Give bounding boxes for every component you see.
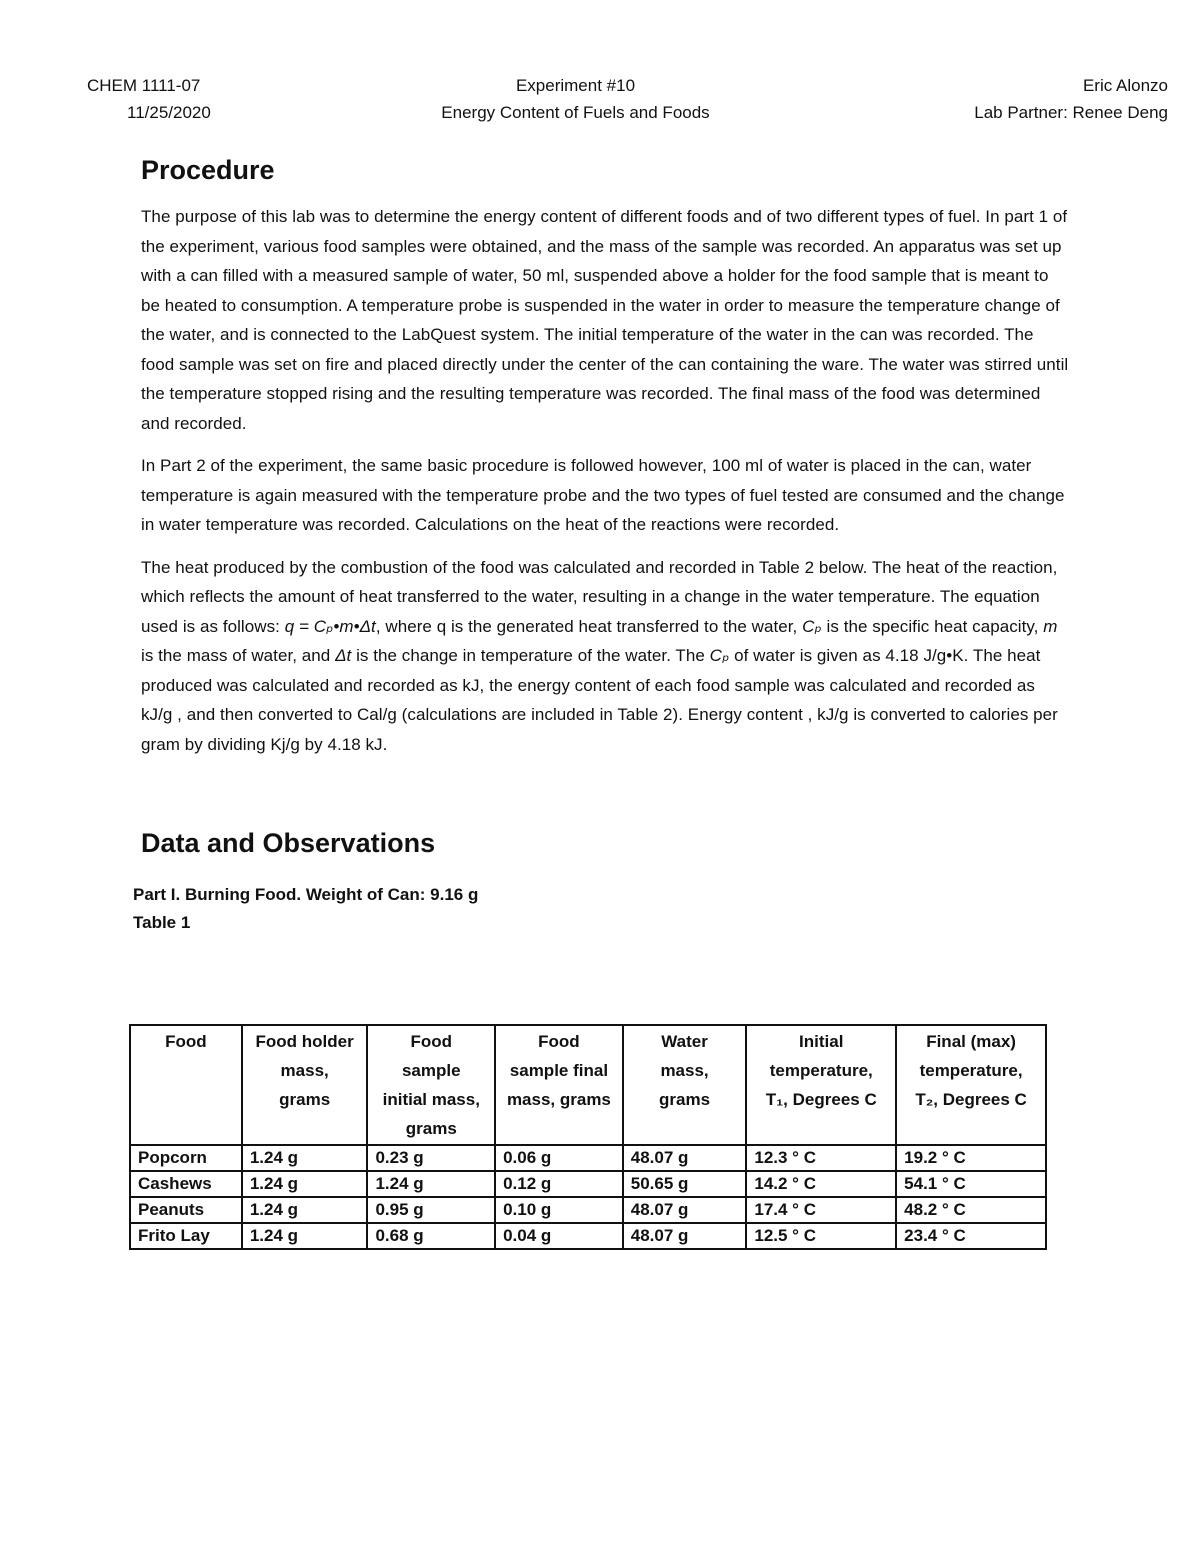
table-cell: 0.12 g [495, 1171, 623, 1197]
table-cell: 1.24 g [242, 1171, 368, 1197]
table-header-line: T₂, Degrees C [915, 1090, 1027, 1109]
table-header-cell [367, 1025, 495, 1145]
table-header-line: sample [401, 1061, 461, 1080]
table-header-line: temperature, [769, 1061, 873, 1080]
table-header-line: temperature, [919, 1061, 1023, 1080]
table-1-caption: Table 1 [133, 913, 191, 932]
table-cell: 48.07 g [623, 1197, 747, 1223]
table-cell: 0.23 g [367, 1145, 495, 1171]
procedure-paragraph-2: In Part 2 of the experiment, the same basic procedure is followed however, 100 ml of water is placed in the can, water temperature is again measured with the temperature probe and the two types of fuel tested are consumed and the change in water temperature was recorded. Calculations on the heat of the reactions were recorded. [141, 456, 1065, 534]
table-header-line: mass, grams [506, 1090, 611, 1109]
table-cell: 12.5 ° C [746, 1223, 896, 1249]
header-right [974, 72, 1168, 126]
table-cell: 50.65 g [623, 1171, 747, 1197]
table-header-cell [495, 1025, 623, 1145]
document-body [133, 150, 1071, 937]
procedure-paragraph-1: The purpose of this lab was to determine the energy content of different foods and of two different types of fuel. In part 1 of the experiment, various food samples were obtained, and the mass of the sample was recorded. An apparatus was set up with a can filled with a measured sample of water, 50 ml, suspended above a holder for the food sample that is meant to be heated to consumption. A temperature probe is suspended in the water in order to measure the temperature change of the water, and is connected to the LabQuest system. The initial temperature of the water in the can was recorded. The food sample was set on fire and placed directly under the center of the can containing the ware. The water was stirred until the temperature stopped rising and the resulting temperature was recorded. The final mass of the food was determined and recorded. [141, 207, 1069, 433]
report-date: 11/25/2020 [127, 103, 211, 122]
table-header-line: Food [165, 1032, 207, 1051]
table-header-cell [746, 1025, 896, 1145]
table-cell: 0.10 g [495, 1197, 623, 1223]
table-body [130, 1145, 1046, 1249]
table-header-line: Food [538, 1032, 580, 1051]
procedure-heading: Procedure [141, 155, 275, 185]
para-3-text-d: is the mass of water, and [141, 646, 336, 665]
para-3-text-c: is the specific heat capacity, [821, 616, 1044, 636]
table-header-cell [242, 1025, 368, 1145]
table-cell: 17.4 ° C [746, 1197, 896, 1223]
table-cell: 54.1 ° C [896, 1171, 1046, 1197]
procedure-paragraph-3 [141, 553, 1071, 760]
table-header-line: grams [279, 1090, 331, 1109]
table-cell: 1.24 g [367, 1171, 495, 1197]
cp-symbol-2: Cₚ [709, 646, 730, 665]
table-header-line: Final (max) [926, 1032, 1016, 1051]
course-code: CHEM 1111-07 [87, 76, 201, 95]
table-header-line: mass, [660, 1061, 709, 1080]
m-symbol: m [1043, 616, 1058, 636]
table-header-line: T₁, Degrees C [765, 1090, 877, 1109]
table-cell: 19.2 ° C [896, 1145, 1046, 1171]
table-header-row [130, 1025, 1046, 1145]
table-cell: 23.4 ° C [896, 1223, 1046, 1249]
table-header-line: Water [661, 1032, 708, 1051]
heat-equation: q = Cₚ•m•Δt [284, 616, 376, 636]
table-1 [129, 1024, 1047, 1250]
table-header-line: mass, [280, 1061, 329, 1080]
para-3-text-f: of water is given as 4.18 J/g•K. The heat produced was calculated and recorded as kJ, the energy content of each food sample was calculated and recorded as kJ/g , and then converted to Cal/g (calculations are included in Table 2). Energy content , kJ/g is converted to calories per gram by dividing Kj/g by 4.18 kJ. [141, 646, 1058, 754]
delta-t-symbol: Δt [335, 646, 352, 665]
table-row [130, 1223, 1046, 1249]
experiment-title: Energy Content of Fuels and Foods [441, 103, 710, 122]
table-cell: 12.3 ° C [746, 1145, 896, 1171]
para-3-text-e: is the change in temperature of the water. The [351, 646, 710, 665]
food-name-cell: Peanuts [130, 1197, 242, 1223]
table-header-line: grams [659, 1090, 711, 1109]
food-name-cell: Frito Lay [130, 1223, 242, 1249]
table-header-cell [896, 1025, 1046, 1145]
table-header-line: Food holder [255, 1032, 354, 1051]
para-3-text-b: , where q is the generated heat transferred to the water, [375, 616, 803, 636]
food-name-cell: Cashews [130, 1171, 242, 1197]
table-cell: 1.24 g [242, 1145, 368, 1171]
table-cell: 0.04 g [495, 1223, 623, 1249]
cp-symbol: Cₚ [802, 616, 822, 636]
table-cell: 48.07 g [623, 1223, 747, 1249]
table-cell: 0.95 g [367, 1197, 495, 1223]
author-name: Eric Alonzo [1082, 76, 1168, 95]
table-header-line: sample final [509, 1061, 609, 1080]
table-cell: 48.2 ° C [896, 1197, 1046, 1223]
table-header-line: grams [405, 1119, 457, 1138]
experiment-number: Experiment #10 [515, 76, 636, 95]
table-header-cell [623, 1025, 747, 1145]
table-header-line: Initial [799, 1032, 844, 1051]
table-row [130, 1171, 1046, 1197]
table-cell: 1.24 g [242, 1197, 368, 1223]
table-header-line: Food [410, 1032, 453, 1051]
part-1-title: Part I. Burning Food. Weight of Can: 9.16 g [133, 885, 479, 904]
table-cell: 0.06 g [495, 1145, 623, 1171]
table-cell: 48.07 g [623, 1145, 747, 1171]
table-row [130, 1197, 1046, 1223]
table-cell: 1.24 g [242, 1223, 368, 1249]
para-3-text-a: The heat produced by the combustion of the food was calculated and recorded in Table 2 below. The heat of the reaction, which reflects the amount of heat transferred to the water, resulting in a change in the water temperature. The equation used is as follows: [141, 557, 1058, 636]
data-heading: Data and Observations [141, 828, 436, 858]
lab-partner: Lab Partner: Renee Deng [974, 103, 1168, 122]
table-header-line: initial mass, [382, 1090, 480, 1109]
table-row [130, 1145, 1046, 1171]
table-cell: 14.2 ° C [746, 1171, 896, 1197]
table-header-cell [130, 1025, 242, 1145]
food-name-cell: Popcorn [130, 1145, 242, 1171]
table-cell: 0.68 g [367, 1223, 495, 1249]
